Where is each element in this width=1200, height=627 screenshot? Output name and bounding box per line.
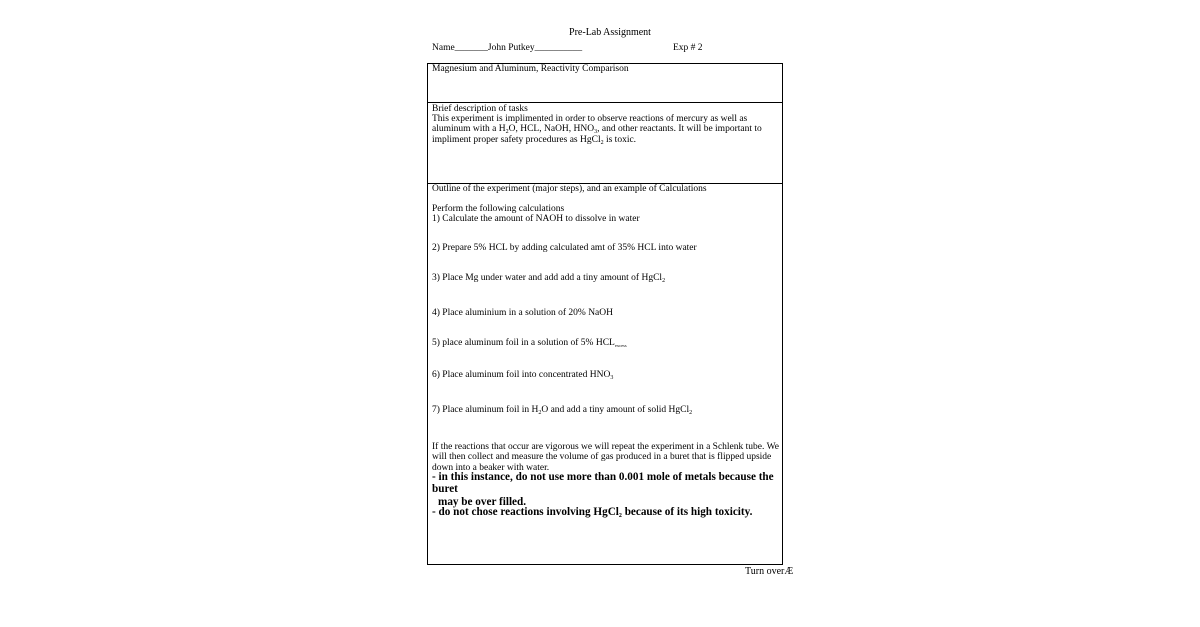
outline-heading: Outline of the experiment (major steps), and an example of Calculations bbox=[432, 184, 707, 194]
closing-paragraph: If the reactions that occur are vigorous we will repeat the experiment in a Schlenk tube. We will then collect and measure the volume of gas produced in a buret that is flipped upside down into a beaker with water. bbox=[432, 442, 780, 473]
step-item: 5) place aluminum foil in a solution of 5% $HCL_{excess}$ bbox=[432, 338, 627, 348]
calculations-intro: Perform the following calculations bbox=[432, 204, 565, 214]
turn-over-note: Turn overÆ bbox=[745, 566, 794, 577]
step-item: 7) Place aluminum foil in $H_2O$ and add a tiny amount of solid HgCl$_2$ bbox=[432, 405, 693, 416]
section-divider bbox=[427, 102, 783, 103]
page-title: Pre-Lab Assignment bbox=[569, 27, 651, 38]
step-item: 3) Place Mg under water and add add a tiny amount of HgCl$_2$ bbox=[432, 273, 666, 284]
brief-description: This experiment is implimented in order to observe reactions of mercury as well as aluminum with a $H_2O$, HCL, NaOH, $HNO_3$, and other reactants. It will be important to impliment proper safety procedures as HgCl$_2$ is toxic. bbox=[432, 114, 762, 146]
step-item: 4) Place aluminium in a solution of 20% NaOH bbox=[432, 308, 613, 318]
step-item: 1) Calculate the amount of NAOH to dissolve in water bbox=[432, 214, 640, 224]
brief-heading: Brief description of tasks bbox=[432, 104, 528, 114]
student-name-line: Name_______John Putkey__________ bbox=[432, 43, 583, 53]
step-item: 6) Place aluminum foil into concentrated $HNO_3$ bbox=[432, 370, 614, 381]
metal-amount-warning: - in this instance, do not use more than 0.001 mole of metals because the buret may be over filled. bbox=[432, 471, 774, 508]
experiment-title: Magnesium and Aluminum, Reactivity Comparison bbox=[432, 64, 629, 74]
experiment-number: Exp # 2 bbox=[673, 43, 703, 53]
toxicity-warning: - do not chose reactions involving HgCl$_2$ because of its high toxicity. bbox=[432, 506, 753, 519]
step-item: 2) Prepare 5% HCL by adding calculated amt of 35% HCL into water bbox=[432, 243, 697, 253]
